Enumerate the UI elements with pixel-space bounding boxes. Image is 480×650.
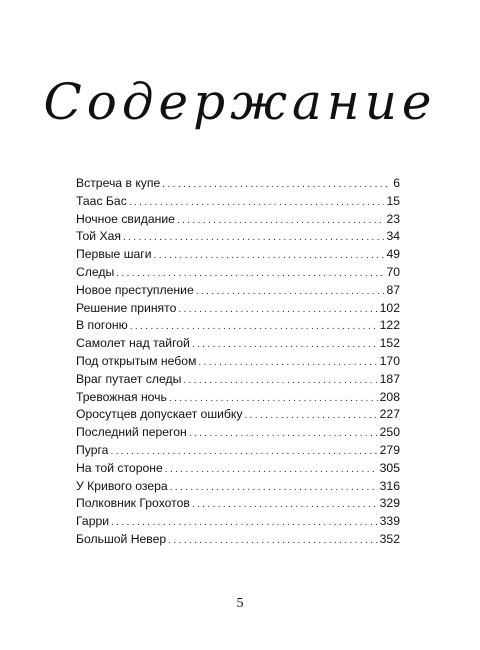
toc-entry-title: Гарри [76, 514, 110, 529]
toc-entry-title: Решение принято [76, 300, 177, 315]
page-number: 5 [236, 596, 244, 611]
dot-leader [162, 176, 391, 194]
toc-entry-page: 87 [386, 282, 400, 297]
toc-entry-page: 23 [386, 211, 400, 226]
toc-entry-page: 170 [379, 353, 400, 368]
dot-leader [110, 443, 377, 461]
dot-leader [196, 283, 385, 301]
toc-entry [76, 335, 400, 353]
toc-entry-title: Большой Невер [76, 531, 167, 546]
toc-entry-page: 15 [386, 193, 400, 208]
toc-entry-page: 102 [379, 300, 400, 315]
toc-entry-title: Таас Бас [76, 193, 127, 208]
toc-entry [76, 264, 400, 282]
dot-leader [183, 372, 377, 390]
toc-entry-page: 187 [379, 371, 400, 386]
toc-entry-title: Ночное свидание [76, 211, 175, 226]
dot-leader [189, 425, 378, 443]
dot-leader [165, 461, 378, 479]
toc-entry [76, 353, 400, 371]
dot-leader [169, 390, 378, 408]
toc-entry-page: 6 [393, 176, 400, 190]
toc-entry-title: Той Хая [76, 229, 121, 244]
toc-entry-page: 279 [379, 442, 400, 457]
toc-entry [76, 282, 400, 300]
toc-entry [76, 495, 400, 513]
toc-entry-page: 49 [386, 247, 400, 262]
toc-entry [76, 193, 400, 211]
toc-entry [76, 513, 400, 531]
dot-leader [123, 229, 384, 247]
toc-entry-title: Под открытым небом [76, 353, 197, 368]
toc-entry [76, 531, 400, 549]
toc-entry-page: 339 [379, 514, 400, 529]
toc-entry-title: Полковник Грохотов [76, 496, 190, 511]
toc-entry-title: Следы [76, 264, 115, 279]
toc-entry-page: 250 [379, 425, 400, 440]
toc-entry [76, 406, 400, 424]
toc-entry-page: 316 [379, 478, 400, 493]
toc-entry-title: Новое преступление [76, 282, 194, 297]
toc-entry [76, 300, 400, 318]
toc-entry-page: 70 [386, 264, 400, 279]
toc-entry-page: 227 [379, 407, 400, 422]
dot-leader [192, 496, 378, 514]
toc-entry-page: 122 [379, 318, 400, 333]
toc-entry-page: 152 [379, 336, 400, 351]
toc-entry-title: Встреча в купе [76, 176, 161, 190]
toc-entry [76, 175, 400, 193]
dot-leader [111, 514, 378, 532]
dot-leader [198, 354, 377, 372]
toc-entry-title: Тревожная ночь [76, 389, 167, 404]
toc-entry [76, 424, 400, 442]
toc-entry [76, 460, 400, 478]
toc-entry-page: 208 [379, 389, 400, 404]
dot-leader [244, 407, 377, 425]
toc-entry-title: В погоню [76, 318, 128, 333]
dot-leader [154, 247, 385, 265]
toc-entry-title: Самолет над тайгой [76, 336, 190, 351]
dot-leader [168, 532, 377, 550]
toc-entry-title: Оросутцев допускает ошибку [76, 407, 243, 422]
toc-entry-page: 329 [379, 496, 400, 511]
toc-entry-page: 34 [386, 229, 400, 244]
dot-leader [177, 212, 385, 230]
toc-entry-page: 305 [379, 460, 400, 475]
dot-leader [130, 318, 378, 336]
toc-entry [76, 371, 400, 389]
toc-entry-title: Враг путает следы [76, 371, 182, 386]
toc-entry [76, 389, 400, 407]
dot-leader [116, 265, 384, 283]
toc-entry-title: У Кривого озера [76, 478, 168, 493]
toc-entry-page: 352 [379, 531, 400, 546]
toc-entry-title: Последний перегон [76, 425, 187, 440]
dot-leader [170, 479, 378, 497]
dot-leader [129, 194, 385, 212]
toc-entry [76, 246, 400, 264]
page-title: Содержание [43, 73, 437, 131]
toc-entry [76, 442, 400, 460]
toc-entry-title: Пурга [76, 442, 109, 457]
toc-entry [76, 478, 400, 496]
toc-entry-title: Первые шаги [76, 247, 152, 262]
toc-entry [76, 211, 400, 229]
toc-entry [76, 317, 400, 335]
toc-entry-title: На той стороне [76, 460, 163, 475]
table-of-contents [76, 175, 400, 549]
toc-entry [76, 228, 400, 246]
dot-leader [178, 301, 377, 319]
dot-leader [192, 336, 378, 354]
